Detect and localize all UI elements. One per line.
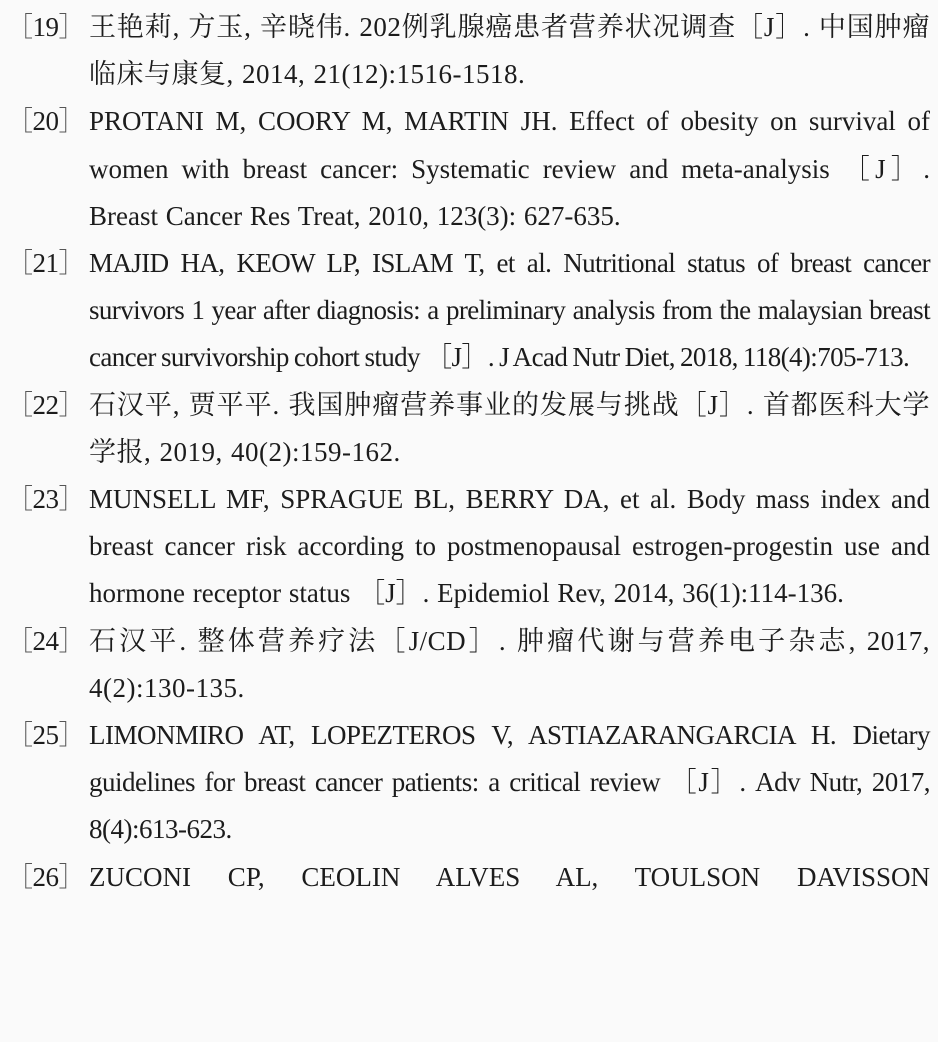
reference-item-24 [0, 618, 938, 712]
bracket-right: ］ [58, 861, 85, 892]
bracket-right: ］ [58, 720, 85, 751]
bracket-right: ］ [58, 12, 85, 42]
reference-list [0, 4, 938, 901]
reference-number [6, 240, 85, 287]
reference-number-value: 20 [32, 106, 59, 137]
bracket-left: ［ [6, 720, 33, 751]
reference-text: MUNSELL MF, SPRAGUE BL, BERRY DA, et al. Body mass index and breast cancer risk according to postmenopausal estrogen-progestin use and hormone receptor status ［J］. Epidemiol Rev, 2014, 36(1):114-136. [89, 484, 930, 609]
bracket-right: ］ [58, 248, 85, 279]
reference-item-22 [0, 382, 938, 476]
bracket-left: ［ [6, 12, 33, 42]
reference-text: MAJID HA, KEOW LP, ISLAM T, et al. Nutritional status of breast cancer survivors 1 year after diagnosis: a preliminary analysis from the malaysian breast cancer survivorship cohort study ［J］. J Acad Nutr Diet, 2018, 118(4):705-713. [89, 248, 930, 373]
reference-text: ZUCONI CP, CEOLIN ALVES AL, TOULSON DAVISSON [89, 861, 930, 892]
bracket-left: ［ [6, 389, 33, 420]
bracket-right: ］ [58, 484, 85, 515]
bracket-left: ［ [6, 625, 33, 656]
bracket-left: ［ [6, 484, 33, 515]
reference-text: PROTANI M, COORY M, MARTIN JH. Effect of obesity on survival of women with breast cancer: Systematic review and meta-analysis ［J］. Breast Cancer Res Treat, 2010, 123(3): 627-635. [89, 106, 930, 231]
reference-number [6, 476, 85, 523]
reference-number [6, 618, 85, 665]
reference-text: 王艳莉, 方玉, 辛晓伟. 202例乳腺癌患者营养状况调查［J］. 中国肿瘤临床与康复, 2014, 21(12):1516-1518. [89, 12, 930, 90]
reference-text: 石汉平. 整体营养疗法［J/CD］. 肿瘤代谢与营养电子杂志, 2017, 4(2):130-135. [89, 625, 930, 703]
reference-number-value: 24 [32, 625, 59, 656]
reference-number-value: 23 [32, 484, 59, 515]
reference-text: 石汉平, 贾平平. 我国肿瘤营养事业的发展与挑战［J］. 首都医科大学学报, 2019, 40(2):159-162. [89, 389, 930, 467]
reference-item-20 [0, 98, 938, 240]
reference-number-value: 26 [32, 861, 59, 892]
reference-item-25 [0, 712, 938, 854]
reference-number [6, 854, 85, 901]
reference-number [6, 4, 85, 51]
reference-item-26 [0, 854, 938, 901]
bracket-right: ］ [58, 106, 85, 137]
reference-number-value: 21 [32, 248, 59, 279]
reference-number [6, 382, 85, 429]
bracket-left: ［ [6, 248, 33, 279]
reference-item-19 [0, 4, 938, 98]
reference-number-value: 22 [32, 389, 59, 420]
reference-item-21 [0, 240, 938, 382]
reference-text: LIMONMIRO AT, LOPEZTEROS V, ASTIAZARANGARCIA H. Dietary guidelines for breast cancer patients: a critical review ［J］. Adv Nutr, 2017, 8(4):613-623. [89, 720, 930, 845]
reference-number [6, 712, 85, 759]
reference-number [6, 98, 85, 145]
bracket-left: ［ [6, 106, 33, 137]
reference-number-value: 25 [32, 720, 59, 751]
reference-number-value: 19 [32, 12, 59, 42]
reference-item-23 [0, 476, 938, 618]
bracket-left: ［ [6, 861, 33, 892]
bracket-right: ］ [58, 625, 85, 656]
bracket-right: ］ [58, 389, 85, 420]
